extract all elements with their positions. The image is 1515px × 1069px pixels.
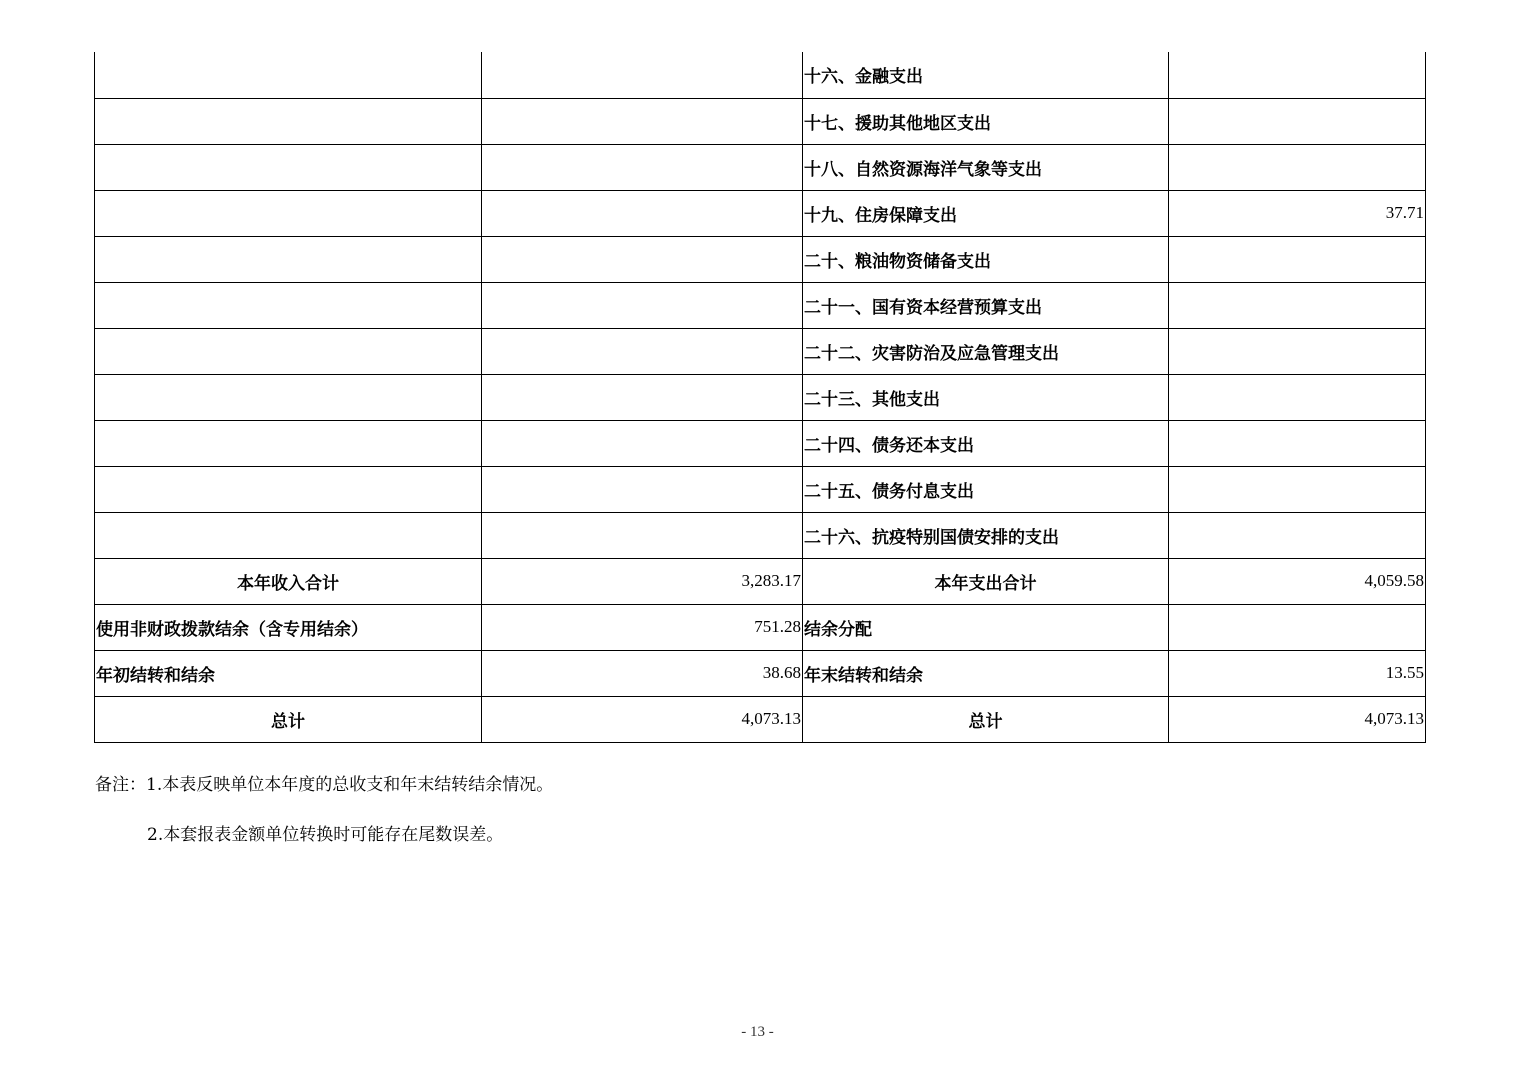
income-expense-table	[94, 52, 1426, 743]
expense-amount-cell	[1169, 52, 1426, 98]
income-summary-amount: 751.28	[482, 604, 803, 650]
expense-summary-label: 总计	[803, 696, 1169, 742]
expense-item-cell: 二十三、其他支出	[803, 374, 1169, 420]
income-summary-label: 总计	[95, 696, 482, 742]
expense-item-cell: 十六、金融支出	[803, 52, 1169, 98]
income-summary-label: 本年收入合计	[95, 558, 482, 604]
summary-row	[95, 650, 1426, 696]
table-row	[95, 466, 1426, 512]
income-item-cell	[95, 374, 482, 420]
expense-summary-amount	[1169, 604, 1426, 650]
income-amount-cell	[482, 512, 803, 558]
expense-summary-label: 本年支出合计	[803, 558, 1169, 604]
table-row	[95, 374, 1426, 420]
summary-row	[95, 604, 1426, 650]
income-item-cell	[95, 144, 482, 190]
expense-amount-cell	[1169, 144, 1426, 190]
income-amount-cell	[482, 144, 803, 190]
table-row	[95, 236, 1426, 282]
page-number: - 13 -	[741, 1024, 774, 1040]
table-row	[95, 282, 1426, 328]
income-item-cell	[95, 190, 482, 236]
expense-item-cell: 二十二、灾害防治及应急管理支出	[803, 328, 1169, 374]
expense-item-cell: 二十四、债务还本支出	[803, 420, 1169, 466]
income-amount-cell	[482, 374, 803, 420]
expense-item-cell: 二十六、抗疫特别国债安排的支出	[803, 512, 1169, 558]
expense-amount-cell	[1169, 374, 1426, 420]
table-row	[95, 144, 1426, 190]
income-item-cell	[95, 512, 482, 558]
expense-summary-amount: 4,073.13	[1169, 696, 1426, 742]
income-item-cell	[95, 236, 482, 282]
notes-section	[95, 772, 553, 848]
income-amount-cell	[482, 466, 803, 512]
income-item-cell	[95, 420, 482, 466]
table-row	[95, 328, 1426, 374]
expense-item-cell: 十八、自然资源海洋气象等支出	[803, 144, 1169, 190]
expense-amount-cell: 37.71	[1169, 190, 1426, 236]
table-body	[95, 52, 1426, 742]
expense-amount-cell	[1169, 98, 1426, 144]
expense-amount-cell	[1169, 420, 1426, 466]
income-item-cell	[95, 282, 482, 328]
table-row	[95, 420, 1426, 466]
income-amount-cell	[482, 98, 803, 144]
table-row	[95, 512, 1426, 558]
income-item-cell	[95, 98, 482, 144]
income-item-cell	[95, 52, 482, 98]
income-amount-cell	[482, 236, 803, 282]
expense-item-cell: 二十一、国有资本经营预算支出	[803, 282, 1169, 328]
expense-amount-cell	[1169, 236, 1426, 282]
expense-amount-cell	[1169, 328, 1426, 374]
table-row	[95, 98, 1426, 144]
income-summary-amount: 38.68	[482, 650, 803, 696]
note-line-2: 2.本套报表金额单位转换时可能存在尾数误差。	[147, 825, 504, 845]
expense-item-cell: 二十五、债务付息支出	[803, 466, 1169, 512]
summary-row	[95, 696, 1426, 742]
income-amount-cell	[482, 282, 803, 328]
note-line-1: 备注：1.本表反映单位本年度的总收支和年末结转结余情况。	[95, 775, 554, 795]
table-row	[95, 190, 1426, 236]
expense-summary-label: 结余分配	[803, 604, 1169, 650]
expense-amount-cell	[1169, 282, 1426, 328]
expense-summary-label: 年末结转和结余	[803, 650, 1169, 696]
summary-row	[95, 558, 1426, 604]
expense-summary-amount: 13.55	[1169, 650, 1426, 696]
income-summary-label: 使用非财政拨款结余（含专用结余）	[95, 604, 482, 650]
income-summary-amount: 3,283.17	[482, 558, 803, 604]
expense-amount-cell	[1169, 466, 1426, 512]
income-amount-cell	[482, 52, 803, 98]
expense-item-cell: 十九、住房保障支出	[803, 190, 1169, 236]
income-amount-cell	[482, 420, 803, 466]
income-item-cell	[95, 466, 482, 512]
expense-summary-amount: 4,059.58	[1169, 558, 1426, 604]
income-amount-cell	[482, 190, 803, 236]
expense-amount-cell	[1169, 512, 1426, 558]
income-summary-amount: 4,073.13	[482, 696, 803, 742]
table-row	[95, 52, 1426, 98]
income-item-cell	[95, 328, 482, 374]
income-amount-cell	[482, 328, 803, 374]
expense-item-cell: 二十、粮油物资储备支出	[803, 236, 1169, 282]
income-summary-label: 年初结转和结余	[95, 650, 482, 696]
budget-table-container	[94, 52, 1425, 743]
expense-item-cell: 十七、援助其他地区支出	[803, 98, 1169, 144]
